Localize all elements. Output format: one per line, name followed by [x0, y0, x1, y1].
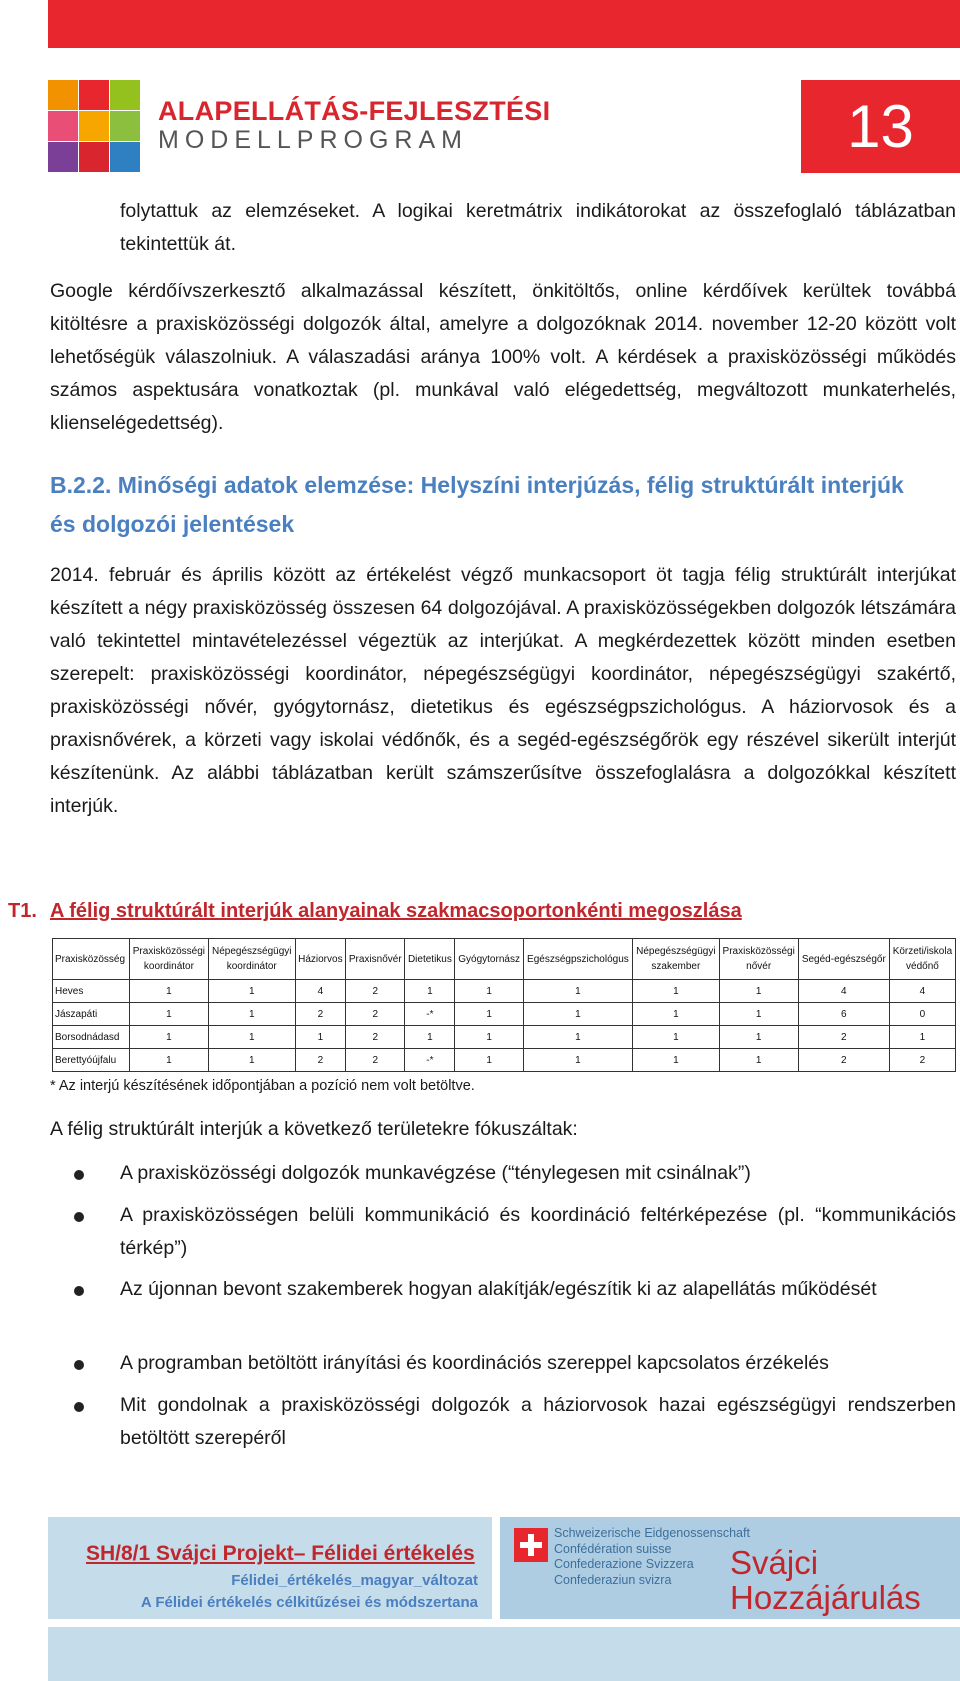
- table-cell: 1: [208, 980, 295, 1003]
- bullet-icon: [74, 1402, 84, 1412]
- table-cell: 2: [346, 1049, 405, 1072]
- table-cell: 1: [633, 980, 720, 1003]
- table-cell: 1: [719, 980, 798, 1003]
- header-cell: Népegészségügyi koordinátor: [208, 939, 295, 980]
- paragraph-1: folytattuk az elemzéseket. A logikai keretmátrix indikátorokat az összefoglaló táblázatban tekintettük át.: [120, 200, 956, 255]
- table-cell: 1: [455, 980, 523, 1003]
- table-cell: 1: [455, 1026, 523, 1049]
- header-cell: Háziorvos: [295, 939, 346, 980]
- table-cell: -*: [405, 1049, 455, 1072]
- swiss-line: Schweizerische Eidgenossenschaft: [554, 1526, 750, 1540]
- table-header-row: [53, 939, 956, 980]
- table-cell: 2: [798, 1026, 889, 1049]
- header-cell: Praxisközösségi nővér: [719, 939, 798, 980]
- table-cell: 1: [719, 1003, 798, 1026]
- section-heading: B.2.2. Minőségi adatok elemzése: Helyszíni interjúzás, félig struktúrált interjúk és dolgozói jelentések: [50, 472, 904, 537]
- table-cell: Berettyóújfalu: [53, 1049, 130, 1072]
- table-cell: 1: [129, 980, 208, 1003]
- table-cell: 1: [129, 1003, 208, 1026]
- header-cell: Praxisközösség: [53, 939, 130, 980]
- table-cell: 1: [633, 1003, 720, 1026]
- header-cell: Dietetikus: [405, 939, 455, 980]
- table-cell: 1: [889, 1026, 955, 1049]
- header-cell: Praxisközösségi koordinátor: [129, 939, 208, 980]
- table-row: [53, 980, 956, 1003]
- table-cell: 1: [129, 1026, 208, 1049]
- table-cell: 1: [719, 1049, 798, 1072]
- footer-version: Félidei_értékelés_magyar_változat: [231, 1572, 478, 1589]
- table-cell: 4: [889, 980, 955, 1003]
- table-cell: 1: [523, 1049, 632, 1072]
- swiss-confederation-text: [554, 1526, 750, 1588]
- paragraph-3: 2014. február és április között az értékelést végző munkacsoport öt tagja félig struktúrált interjúkat készített a négy praxisközösség összesen 64 dolgozójával. A praxisközösségekben dolgozók létszámára való tekintettel mintavételezéssel végeztük az interjúkat. A megkérdezettek között minden esetben szerepelt: praxisközösségi koordinátor, népegészségügyi koordinátor, népegészségügyi szakértő, praxisközösségi nővér, gyógytornász, dietetikus és egészségpszichológus. A háziorvosok és a praxisnővérek, a körzeti vagy iskolai védőnők, és a segéd-egészségőrök egy részével sikerült interjút készítenünk. Az alábbi táblázatban került számszerűsítve összefoglalásra a dolgozókkal készített interjúk.: [50, 564, 956, 817]
- table-cell: 1: [295, 1026, 346, 1049]
- list-item: Az újonnan bevont szakemberek hogyan alakítják/egészítik ki az alapellátás működését: [120, 1278, 877, 1300]
- header-cell: Körzeti/iskola védőnő: [889, 939, 955, 980]
- table-cell: 1: [633, 1026, 720, 1049]
- table-cell: 0: [889, 1003, 955, 1026]
- table-cell: 1: [129, 1049, 208, 1072]
- table-cell: Jászapáti: [53, 1003, 130, 1026]
- table-cell: -*: [405, 1003, 455, 1026]
- focus-intro: A félig struktúrált interjúk a következő területekre fókuszáltak:: [50, 1118, 578, 1140]
- header-cell: Gyógytornász: [455, 939, 523, 980]
- table-cell: Borsodnádasd: [53, 1026, 130, 1049]
- top-red-bar: [48, 0, 960, 48]
- table-cell: 2: [295, 1049, 346, 1072]
- table-row: [53, 1026, 956, 1049]
- table-cell: 2: [346, 1026, 405, 1049]
- table-cell: 1: [523, 1003, 632, 1026]
- bullet-icon: [74, 1286, 84, 1296]
- table-row: [53, 1049, 956, 1072]
- bullet-icon: [74, 1360, 84, 1370]
- table-cell: 1: [208, 1049, 295, 1072]
- brand-title: ALAPELLÁTÁS-FEJLESZTÉSI: [158, 96, 551, 126]
- table-label: T1.: [8, 900, 37, 922]
- table-cell: 2: [798, 1049, 889, 1072]
- header-cell: Praxisnővér: [346, 939, 405, 980]
- list-item: A praxisközösségen belüli kommunikáció és koordináció feltérképezése (pl. “kommunikációs térkép”): [120, 1204, 956, 1259]
- swiss-line: Confederazione Svizzera: [554, 1557, 694, 1571]
- page-number: 13: [801, 80, 960, 173]
- table-cell: 1: [523, 980, 632, 1003]
- table-cell: 1: [633, 1049, 720, 1072]
- brand-subtitle: MODELLPROGRAM: [158, 126, 468, 154]
- table-cell: 4: [798, 980, 889, 1003]
- table-cell: 1: [208, 1003, 295, 1026]
- table-cell: 6: [798, 1003, 889, 1026]
- table-cell: 1: [455, 1049, 523, 1072]
- swiss-line: Confédération suisse: [554, 1541, 672, 1556]
- footer-project-title: SH/8/1 Svájci Projekt– Félidei értékelés: [86, 1542, 475, 1565]
- header-cell: Egészségpszichológus: [523, 939, 632, 980]
- list-item: Mit gondolnak a praxisközösségi dolgozók a háziorvosok hazai egészségügyi rendszerben betöltött szerepéről: [120, 1394, 956, 1449]
- swiss-line: Confederaziun svizra: [554, 1572, 672, 1587]
- table-cell: 4: [295, 980, 346, 1003]
- table-cell: 2: [346, 980, 405, 1003]
- table-cell: 2: [346, 1003, 405, 1026]
- swiss-contribution-line1: Svájci: [730, 1544, 819, 1581]
- table-footnote: * Az interjú készítésének időpontjában a pozíció nem volt betöltve.: [50, 1078, 475, 1094]
- table-cell: 1: [405, 1026, 455, 1049]
- table-cell: 1: [208, 1026, 295, 1049]
- table-title: A félig struktúrált interjúk alanyainak szakmacsoportonkénti megoszlása: [50, 900, 742, 922]
- list-item: A programban betöltött irányítási és koordinációs szereppel kapcsolatos érzékelés: [120, 1352, 829, 1374]
- table-cell: 1: [405, 980, 455, 1003]
- table-cell: 1: [719, 1026, 798, 1049]
- table-cell: Heves: [53, 980, 130, 1003]
- bullet-icon: [74, 1212, 84, 1222]
- paragraph-2: Google kérdőívszerkesztő alkalmazással készített, önkitöltős, online kérdőívek kerültek továbbá kitöltésre a praxisközösségi dolgozók által, amelyre a dolgozóknak 2014. november 12-20 között volt lehetőségük válaszolniuk. A válaszadási aránya 100% volt. A kérdések a praxisközösségi működés számos aspektusára vonatkoztak (pl. munkával való elégedettség, megváltozott munkaterhelés, klienselégedettség).: [50, 280, 956, 434]
- table-cell: 2: [295, 1003, 346, 1026]
- table-cell: 1: [455, 1003, 523, 1026]
- swiss-cross-icon: [514, 1528, 548, 1562]
- swiss-contribution-line2: Hozzájárulás: [730, 1579, 921, 1616]
- header-cell: Segéd-egészségőr: [798, 939, 889, 980]
- list-item: A praxisközösségi dolgozók munkavégzése (“ténylegesen mit csinálnak”): [120, 1162, 751, 1184]
- table-cell: 1: [523, 1026, 632, 1049]
- footer-bottom-band: [48, 1627, 960, 1681]
- table-row: [53, 1003, 956, 1026]
- bullet-icon: [74, 1170, 84, 1180]
- program-logo-icon: [48, 80, 140, 172]
- header-cell: Népegészségügyi szakember: [633, 939, 720, 980]
- interview-table: [52, 938, 956, 1072]
- table-cell: 2: [889, 1049, 955, 1072]
- footer-section: A Félidei értékelés célkitűzései és módszertana: [140, 1594, 478, 1611]
